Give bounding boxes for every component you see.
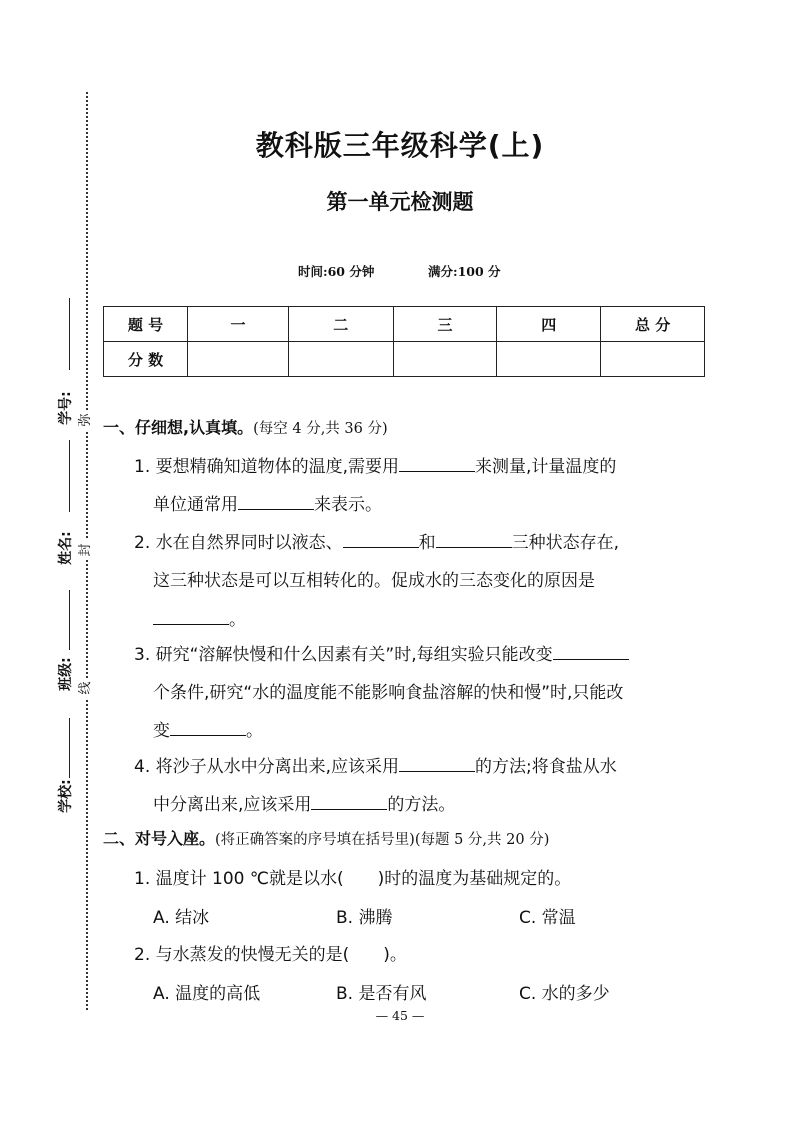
- score-table-cell: 二: [288, 307, 393, 342]
- question-text: 中分离出来,应该采用: [153, 795, 312, 815]
- question-2-line-1: [134, 528, 619, 553]
- score-table-header-row: [104, 307, 705, 342]
- school-line: [69, 718, 70, 778]
- choice-question-1: 1. 温度计 100 ℃就是以水( )时的温度为基础规定的。: [134, 869, 572, 889]
- question-3-line-1: [134, 640, 629, 665]
- choice-option[interactable]: B. 是否有风: [336, 984, 427, 1004]
- question-text: 来表示。: [314, 495, 382, 515]
- question-text: 。: [246, 721, 263, 741]
- answer-blank[interactable]: [399, 455, 475, 472]
- score-table: [103, 306, 705, 377]
- section-1-heading: [103, 415, 388, 438]
- question-text: 这三种状态是可以互相转化的。促成水的三态变化的原因是: [153, 571, 595, 591]
- section-1-note: (每空 4 分,共 36 分): [253, 421, 388, 437]
- question-text: 3. 研究“溶解快慢和什么因素有关”时,每组实验只能改变: [134, 645, 553, 665]
- choice-option[interactable]: B. 沸腾: [336, 908, 393, 928]
- question-text: 三种状态存在,: [511, 533, 620, 553]
- question-text: 1. 要想精确知道物体的温度,需要用: [134, 457, 400, 477]
- choice-question-2: 2. 与水蒸发的快慢无关的是( )。: [134, 945, 407, 965]
- question-text: 个条件,研究“水的温度能不能影响食盐溶解的快和慢”时,只能改: [153, 683, 624, 703]
- answer-blank[interactable]: [238, 493, 314, 510]
- section-2-heading: [103, 826, 549, 849]
- name-label: 姓名:: [58, 531, 74, 565]
- score-table-cell: 分 数: [104, 342, 188, 377]
- class-line: [69, 590, 70, 650]
- score-table-cell: 一: [188, 307, 289, 342]
- answer-blank[interactable]: [153, 608, 229, 625]
- answer-blank[interactable]: [343, 531, 419, 548]
- score-table-cell: 三: [393, 307, 497, 342]
- score-input-cell[interactable]: [497, 342, 601, 377]
- answer-blank[interactable]: [436, 531, 512, 548]
- class-label: 班级:: [58, 657, 74, 691]
- page-number: — 45 —: [375, 1008, 425, 1023]
- question-text: 的方法;将食盐从水: [475, 757, 617, 777]
- question-text: 变: [153, 721, 170, 741]
- question-text: 2. 水在自然界同时以液态、: [134, 533, 343, 553]
- section-2-title: 二、对号入座。: [103, 829, 216, 848]
- question-1-line-1: [134, 452, 616, 477]
- seal-xian: 线: [76, 678, 96, 698]
- question-4-line-2: [153, 790, 455, 815]
- answer-blank[interactable]: [311, 793, 387, 810]
- choice-option[interactable]: C. 水的多少: [519, 984, 610, 1004]
- answer-blank[interactable]: [553, 643, 629, 660]
- choice-option[interactable]: A. 温度的高低: [153, 984, 261, 1004]
- school-label: 学校:: [58, 779, 74, 813]
- question-text: 的方法。: [387, 795, 456, 815]
- question-text: 4. 将沙子从水中分离出来,应该采用: [134, 757, 400, 777]
- exam-full-score: 满分:100 分: [428, 264, 501, 279]
- student-no-label: 学号:: [58, 391, 74, 425]
- question-3-line-3: [153, 716, 263, 741]
- score-input-cell[interactable]: [188, 342, 289, 377]
- question-text: 和: [418, 533, 436, 553]
- choice-option[interactable]: C. 常温: [519, 908, 576, 928]
- seal-mi: 弥: [76, 410, 96, 430]
- question-4-line-1: [134, 752, 617, 777]
- question-2-line-3: [153, 605, 246, 630]
- seal-feng: 封: [76, 540, 96, 560]
- question-3-line-2: [153, 678, 623, 703]
- score-input-cell[interactable]: [393, 342, 497, 377]
- question-text: 来测量,计量温度的: [475, 457, 617, 477]
- section-1-title: 一、仔细想,认真填。: [103, 418, 254, 437]
- score-table-cell: 总 分: [601, 307, 705, 342]
- question-text: 。: [229, 610, 246, 630]
- section-2-note: (将正确答案的序号填在括号里)(每题 5 分,共 20 分): [215, 832, 550, 848]
- page-title: 教科版三年级科学(上): [255, 129, 545, 162]
- score-table-cell: 题 号: [104, 307, 188, 342]
- score-table-score-row: [104, 342, 705, 377]
- answer-blank[interactable]: [170, 719, 246, 736]
- question-1-line-2: [153, 490, 382, 515]
- answer-blank[interactable]: [399, 755, 475, 772]
- question-2-line-2: [153, 566, 595, 591]
- student-no-line: [69, 298, 70, 370]
- page-subtitle: 第一单元检测题: [326, 190, 474, 214]
- exam-time: 时间:60 分钟: [298, 264, 375, 279]
- name-line: [69, 440, 70, 512]
- score-input-cell[interactable]: [601, 342, 705, 377]
- choice-option[interactable]: A. 结冰: [153, 908, 210, 928]
- score-table-cell: 四: [497, 307, 601, 342]
- question-text: 单位通常用: [153, 495, 238, 515]
- score-input-cell[interactable]: [288, 342, 393, 377]
